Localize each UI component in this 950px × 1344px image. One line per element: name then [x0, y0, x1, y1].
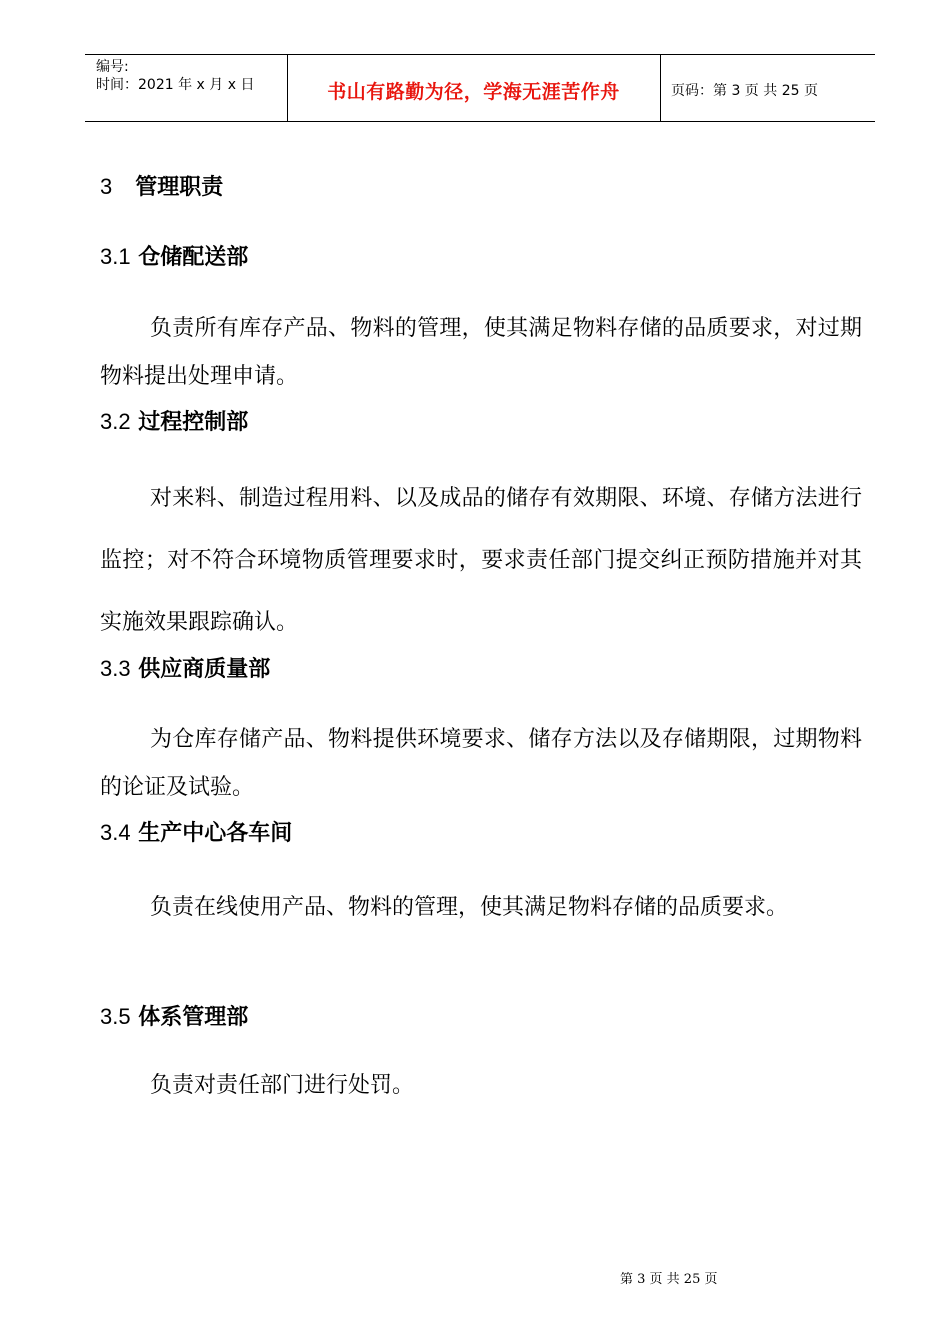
section-heading — [100, 240, 248, 271]
section-body: 对来料、制造过程用料、以及成品的储存有效期限、环境、存储方法进行监控；对不符合环境物质管理要求时，要求责任部门提交纠正预防措施并对其实施效果跟踪确认。 — [100, 486, 862, 635]
header-divider — [660, 55, 661, 121]
section-heading — [100, 652, 270, 683]
section-heading — [100, 405, 248, 436]
document-time: 时间：2021 年 x 月 x 日 — [96, 77, 255, 93]
section-number: 3.5 — [100, 1004, 131, 1029]
section-title: 生产中心各车间 — [138, 821, 293, 846]
section-title: 仓储配送部 — [138, 245, 249, 270]
section-body: 负责在线使用产品、物料的管理，使其满足物料存储的品质要求。 — [150, 895, 789, 920]
section-heading — [100, 170, 223, 201]
section-body: 负责所有库存产品、物料的管理，使其满足物料存储的品质要求，对过期物料提出处理申请。 — [100, 316, 862, 389]
header-motto: 书山有路勤为径，学海无涯苦作舟 — [327, 81, 620, 103]
section-title: 供应商质量部 — [138, 657, 271, 682]
header-page-info: 页码：第 3 页 共 25 页 — [671, 83, 818, 99]
header-meta — [96, 58, 254, 94]
section-number: 3.2 — [100, 409, 131, 434]
section-body: 为仓库存储产品、物料提供环境要求、储存方法以及存储期限，过期物料的论证及试验。 — [100, 727, 862, 800]
section-body: 负责对责任部门进行处罚。 — [150, 1073, 415, 1098]
section-title: 管理职责 — [135, 175, 224, 200]
section-title: 体系管理部 — [138, 1005, 249, 1030]
page-footer: 第 3 页 共 25 页 — [620, 1272, 718, 1287]
section-number: 3 — [100, 174, 113, 199]
section-number: 3.4 — [100, 820, 131, 845]
section-heading — [100, 816, 292, 847]
section-heading — [100, 1000, 248, 1031]
section-number: 3.3 — [100, 656, 131, 681]
section-title: 过程控制部 — [138, 410, 249, 435]
section-number: 3.1 — [100, 244, 131, 269]
page-header — [85, 54, 875, 122]
document-number-label: 编号: — [96, 59, 129, 75]
